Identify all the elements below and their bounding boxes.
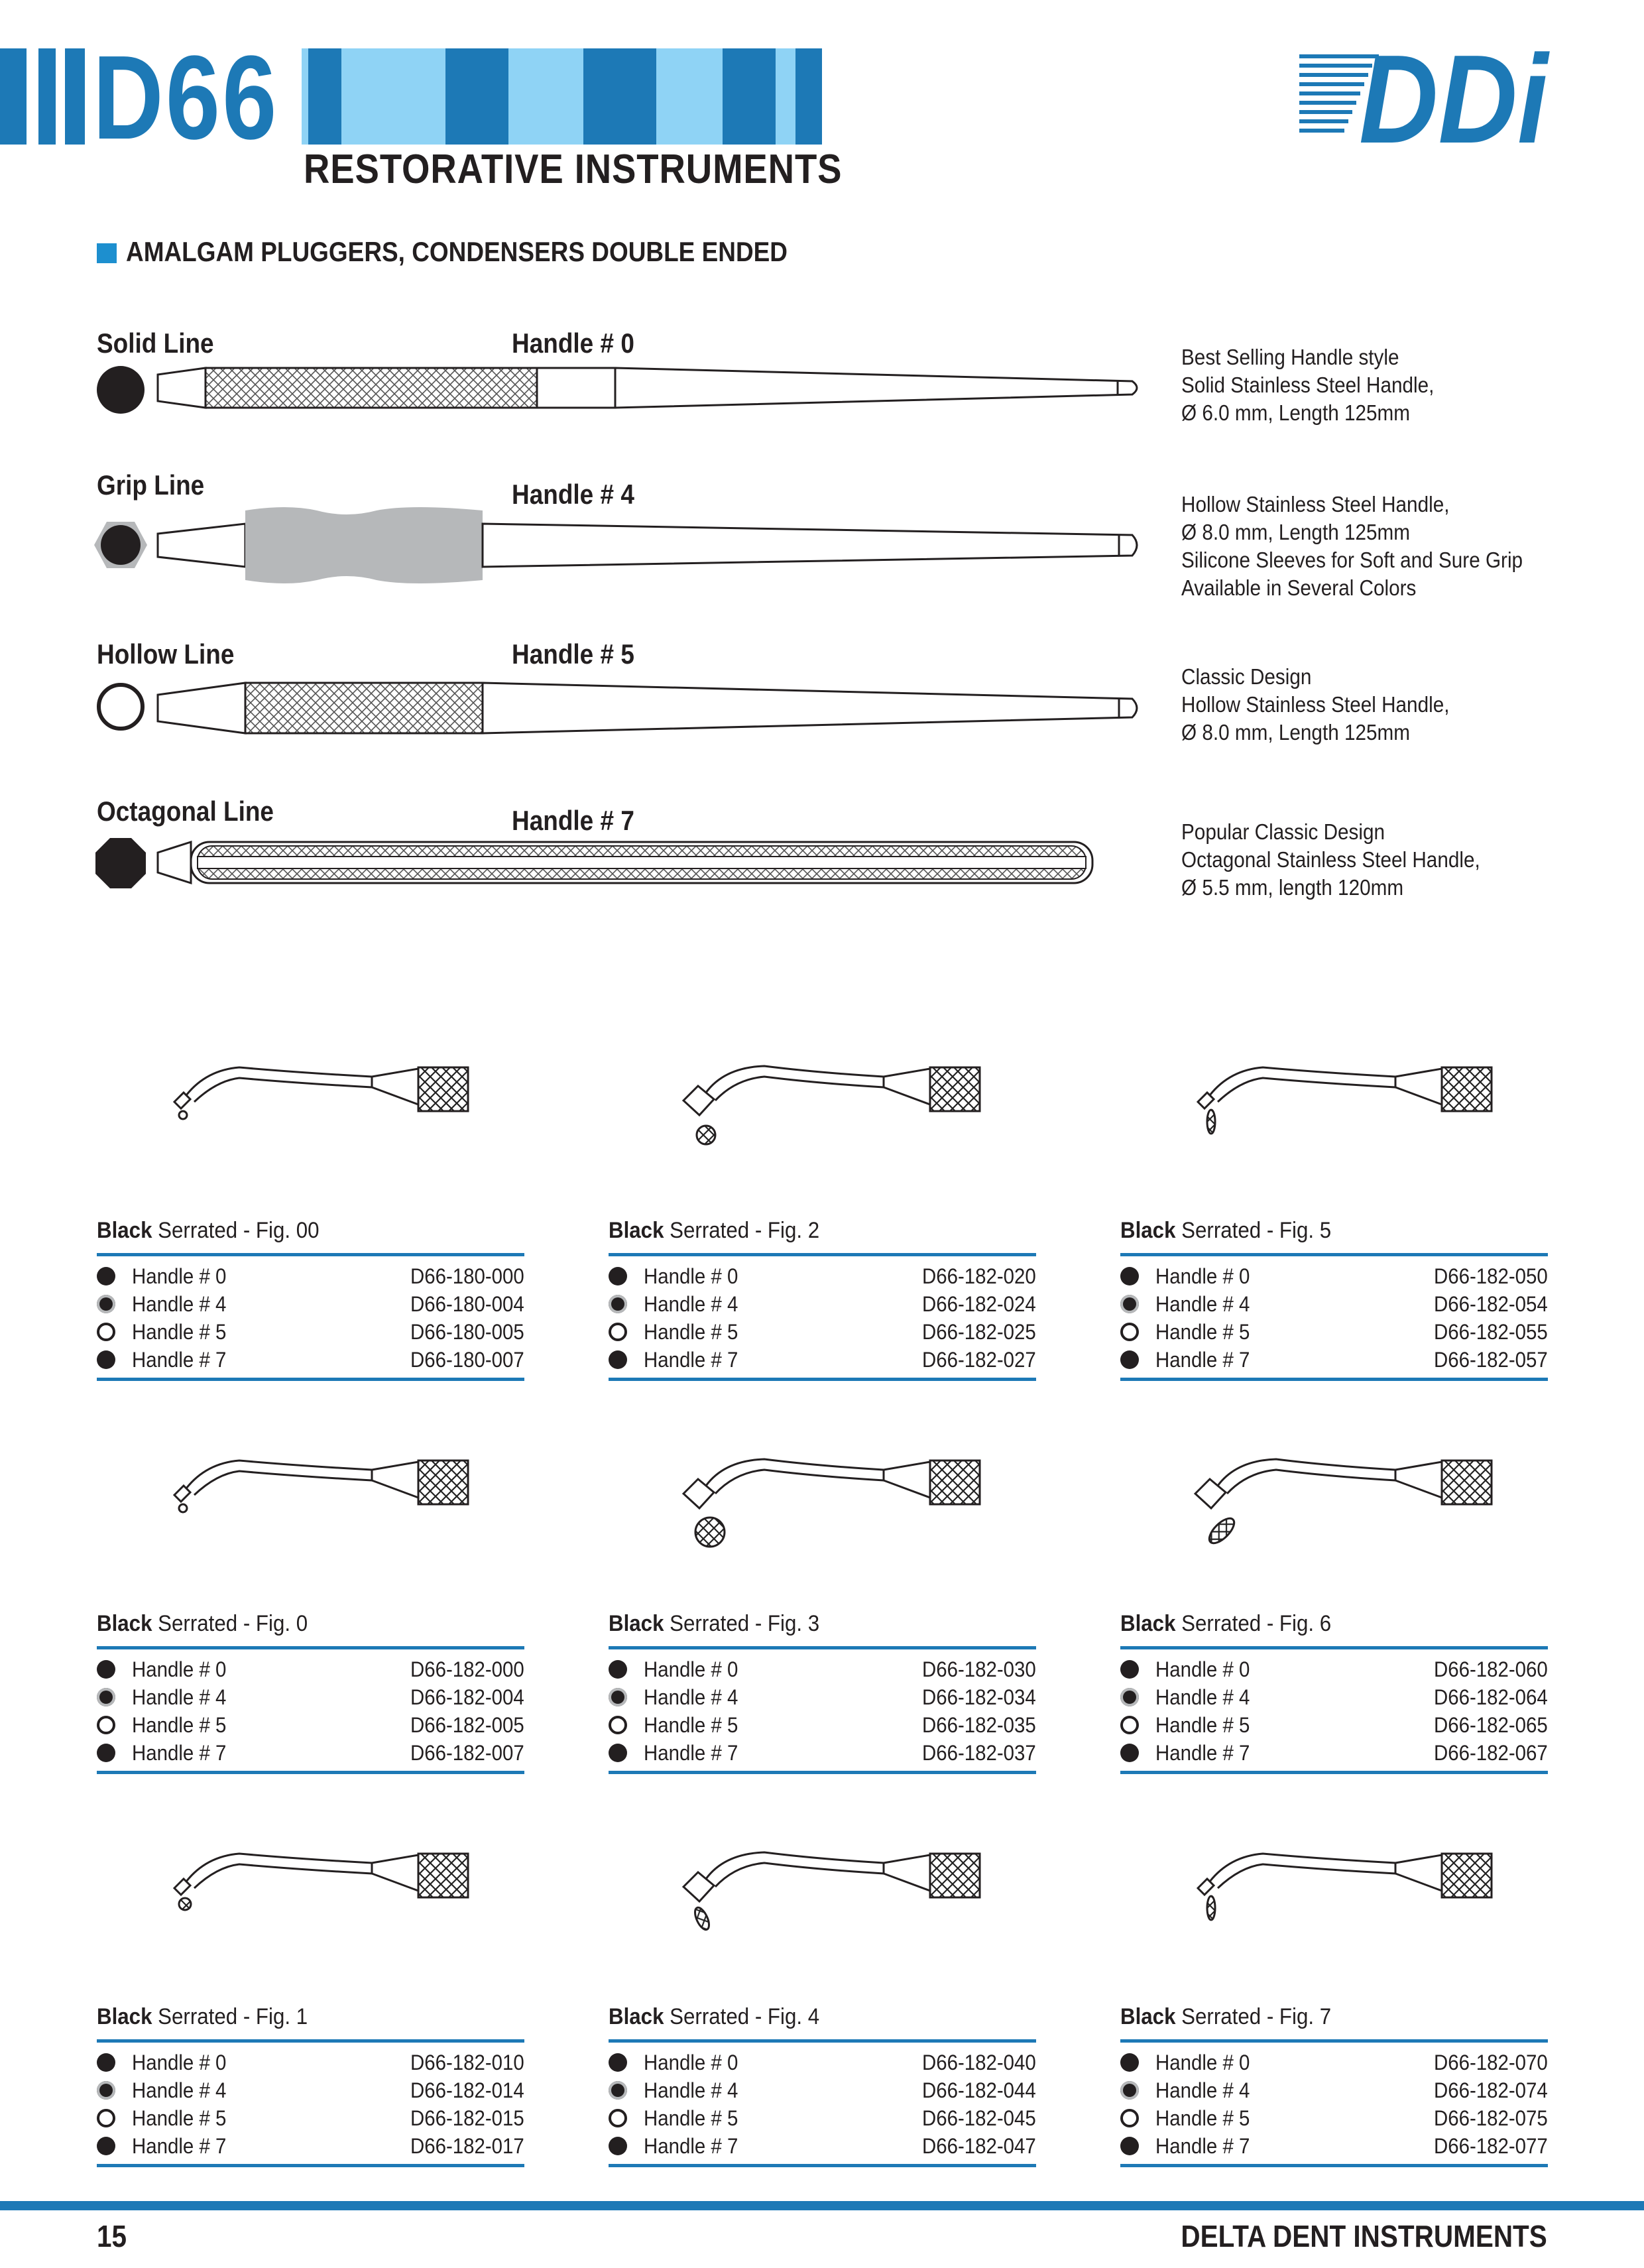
- fig-title-bold: Black: [97, 1218, 152, 1243]
- fig-title-bold: Black: [609, 2004, 664, 2029]
- solid-dot-icon: [609, 1267, 627, 1285]
- variant-code: D66-182-074: [1434, 2078, 1548, 2102]
- handle-7-drawing: [158, 837, 1106, 888]
- list-item: [97, 2049, 524, 2076]
- solid-dot-icon: [97, 2137, 115, 2155]
- instrument-drawing: [160, 1061, 531, 1164]
- header-band-dark-1: [0, 48, 27, 145]
- list-item: [1120, 1290, 1548, 1318]
- variant-handle: Handle # 5: [644, 1320, 738, 1344]
- list-item: [97, 1655, 524, 1683]
- hollow-dot-icon: [1120, 1323, 1139, 1341]
- variant-handle: Handle # 4: [644, 2078, 738, 2102]
- list-item: [609, 2132, 1036, 2160]
- list-item: [97, 2076, 524, 2104]
- list-item: [97, 1290, 524, 1318]
- rule-top: [1120, 1253, 1548, 1256]
- variant-code: D66-182-065: [1434, 1713, 1548, 1737]
- solid-dot-icon: [1120, 1660, 1139, 1679]
- variant-code: D66-182-064: [1434, 1685, 1548, 1709]
- hollow-dot-icon: [609, 2109, 627, 2127]
- variant-handle: Handle # 4: [644, 1685, 738, 1709]
- rule-top: [97, 1646, 524, 1649]
- header-band-dark-2: [38, 48, 56, 145]
- desc-line: Solid Stainless Steel Handle,: [1181, 373, 1435, 397]
- hollow-dot-icon: [609, 1323, 627, 1341]
- line-name-hollow: Hollow Line: [97, 638, 235, 670]
- grip-dot-icon: [97, 1295, 115, 1313]
- fig-title: [97, 2004, 308, 2030]
- header-band-dark-4: [308, 48, 341, 145]
- product-variant-list: [97, 1655, 524, 1767]
- grip-dot-icon: [1120, 1295, 1139, 1313]
- grip-dot-icon: [1120, 2081, 1139, 2100]
- variant-code: D66-182-040: [922, 2051, 1036, 2074]
- variant-handle: Handle # 4: [132, 1292, 227, 1316]
- instrument-drawing: [160, 1454, 531, 1557]
- variant-code: D66-180-000: [410, 1264, 524, 1288]
- desc-line: Silicone Sleeves for Soft and Sure Grip: [1181, 548, 1523, 572]
- variant-code: D66-182-015: [410, 2106, 524, 2130]
- variant-handle: Handle # 0: [132, 2051, 227, 2074]
- product-variant-list: [609, 1262, 1036, 1374]
- handle-label-5: Handle # 5: [512, 638, 634, 670]
- list-item: [1120, 1655, 1548, 1683]
- hollow-dot-icon: [97, 2109, 115, 2127]
- variant-handle: Handle # 0: [132, 1657, 227, 1681]
- desc-line: Ø 6.0 mm, Length 125mm: [1181, 400, 1411, 425]
- fig-title-rest: Serrated - Fig. 2: [664, 1218, 820, 1243]
- handle-0-drawing: [158, 361, 1145, 414]
- hollow-dot-icon: [609, 1716, 627, 1734]
- variant-code: D66-182-035: [922, 1713, 1036, 1737]
- variant-handle: Handle # 4: [1155, 1685, 1250, 1709]
- solid-dot-icon: [609, 2053, 627, 2072]
- variant-code: D66-180-007: [410, 1348, 524, 1372]
- hollow-dot-icon: [97, 1716, 115, 1734]
- desc-line: Octagonal Stainless Steel Handle,: [1181, 847, 1480, 872]
- grip-dot-icon: [1120, 1688, 1139, 1706]
- variant-handle: Handle # 5: [1155, 1320, 1250, 1344]
- solid-dot-icon: [1120, 1744, 1139, 1762]
- instrument-drawing: [672, 1847, 1043, 1950]
- variant-code: D66-182-004: [410, 1685, 524, 1709]
- list-item: [97, 2104, 524, 2132]
- variant-handle: Handle # 7: [644, 1348, 738, 1372]
- list-item: [1120, 1739, 1548, 1767]
- grip-dot-icon: [609, 2081, 627, 2100]
- variant-code: D66-182-057: [1434, 1348, 1548, 1372]
- grip-dot-icon: [609, 1688, 627, 1706]
- rule-bottom: [97, 1378, 524, 1381]
- logo-text: DDi: [1359, 29, 1551, 170]
- header-band-dark-8: [795, 48, 822, 145]
- variant-handle: Handle # 7: [644, 2134, 738, 2158]
- grip-dot-icon: [97, 2081, 115, 2100]
- list-item: [609, 2076, 1036, 2104]
- variant-code: D66-182-020: [922, 1264, 1036, 1288]
- handle-4-drawing: [158, 504, 1145, 587]
- product-variant-list: [609, 1655, 1036, 1767]
- variant-code: D66-182-050: [1434, 1264, 1548, 1288]
- variant-code: D66-182-025: [922, 1320, 1036, 1344]
- hollow-dot-icon: [1120, 1716, 1139, 1734]
- fig-title: [609, 2004, 819, 2030]
- variant-code: D66-182-017: [410, 2134, 524, 2158]
- desc-line: Popular Classic Design: [1181, 819, 1385, 844]
- variant-handle: Handle # 0: [132, 1264, 227, 1288]
- fig-title: [1120, 2004, 1331, 2030]
- list-item: [1120, 1683, 1548, 1711]
- desc-line: Available in Several Colors: [1181, 575, 1417, 600]
- line-desc-solid: [1181, 343, 1434, 427]
- rule-bottom: [609, 2164, 1036, 2167]
- desc-line: Hollow Stainless Steel Handle,: [1181, 492, 1450, 516]
- rule-bottom: [1120, 1378, 1548, 1381]
- solid-dot-icon: [1120, 2053, 1139, 2072]
- instrument-drawing: [160, 1847, 531, 1950]
- variant-handle: Handle # 7: [132, 1741, 227, 1765]
- rule-top: [97, 2039, 524, 2043]
- fig-title-rest: Serrated - Fig. 00: [152, 1218, 320, 1243]
- variant-handle: Handle # 7: [1155, 1348, 1250, 1372]
- page-subtitle: RESTORATIVE INSTRUMENTS: [304, 147, 843, 192]
- page-number: 15: [97, 2219, 127, 2253]
- instrument-drawing: [1183, 1454, 1555, 1557]
- list-item: [97, 1683, 524, 1711]
- list-item: [609, 1346, 1036, 1374]
- solid-dot-icon: [609, 1744, 627, 1762]
- rule-top: [97, 1253, 524, 1256]
- handle-label-7: Handle # 7: [512, 805, 634, 836]
- list-item: [609, 1318, 1036, 1346]
- list-item: [1120, 1711, 1548, 1739]
- variant-handle: Handle # 4: [644, 1292, 738, 1316]
- variant-code: D66-182-060: [1434, 1657, 1548, 1681]
- grip-dot-icon: [97, 1688, 115, 1706]
- fig-title: [609, 1218, 819, 1244]
- fig-title: [97, 1611, 308, 1637]
- list-item: [609, 1290, 1036, 1318]
- line-name-grip: Grip Line: [97, 469, 205, 501]
- product-variant-list: [1120, 2049, 1548, 2160]
- variant-handle: Handle # 0: [644, 2051, 738, 2074]
- list-item: [609, 1711, 1036, 1739]
- grip-dot-icon: [609, 1295, 627, 1313]
- product-variant-list: [1120, 1262, 1548, 1374]
- rule-top: [609, 1253, 1036, 1256]
- fig-title-bold: Black: [1120, 1218, 1176, 1243]
- solid-dot-icon: [1120, 1350, 1139, 1369]
- variant-code: D66-182-010: [410, 2051, 524, 2074]
- fig-title-rest: Serrated - Fig. 4: [664, 2004, 820, 2029]
- variant-code: D66-182-034: [922, 1685, 1036, 1709]
- variant-handle: Handle # 4: [1155, 1292, 1250, 1316]
- product-variant-list: [97, 1262, 524, 1374]
- variant-handle: Handle # 7: [132, 2134, 227, 2158]
- product-variant-list: [1120, 1655, 1548, 1767]
- solid-dot-icon: [97, 1660, 115, 1679]
- variant-handle: Handle # 5: [132, 1713, 227, 1737]
- fig-title-bold: Black: [97, 2004, 152, 2029]
- fig-title-rest: Serrated - Fig. 1: [152, 2004, 308, 2029]
- variant-code: D66-182-014: [410, 2078, 524, 2102]
- variant-handle: Handle # 5: [1155, 2106, 1250, 2130]
- fig-title-bold: Black: [609, 1218, 664, 1243]
- line-desc-grip: [1181, 491, 1523, 602]
- fig-title: [1120, 1218, 1331, 1244]
- variant-code: D66-182-027: [922, 1348, 1036, 1372]
- variant-handle: Handle # 7: [132, 1348, 227, 1372]
- variant-code: D66-182-044: [922, 2078, 1036, 2102]
- fig-title-bold: Black: [609, 1611, 664, 1636]
- handle-label-0: Handle # 0: [512, 328, 634, 359]
- solid-dot-icon: [1120, 1267, 1139, 1285]
- list-item: [97, 2132, 524, 2160]
- variant-code: D66-182-075: [1434, 2106, 1548, 2130]
- variant-handle: Handle # 5: [1155, 1713, 1250, 1737]
- variant-handle: Handle # 4: [132, 2078, 227, 2102]
- hollow-dot-icon: [1120, 2109, 1139, 2127]
- section-bullet: [97, 243, 117, 263]
- list-item: [97, 1346, 524, 1374]
- handle-label-4: Handle # 4: [512, 479, 634, 510]
- octagon-icon: [94, 837, 147, 890]
- list-item: [609, 1262, 1036, 1290]
- rule-top: [609, 1646, 1036, 1649]
- header-band-dark-5: [445, 48, 508, 145]
- fig-title-bold: Black: [97, 1611, 152, 1636]
- variant-handle: Handle # 0: [1155, 2051, 1250, 2074]
- solid-dot-icon: [97, 2053, 115, 2072]
- variant-handle: Handle # 0: [644, 1264, 738, 1288]
- product-code: D66: [93, 31, 279, 164]
- solid-dot-icon: [1120, 2137, 1139, 2155]
- fig-title-rest: Serrated - Fig. 3: [664, 1611, 820, 1636]
- hexagon-icon: [93, 518, 148, 571]
- rule-bottom: [97, 2164, 524, 2167]
- variant-handle: Handle # 7: [1155, 2134, 1250, 2158]
- fig-title-rest: Serrated - Fig. 6: [1175, 1611, 1332, 1636]
- variant-handle: Handle # 5: [644, 2106, 738, 2130]
- variant-code: D66-182-045: [922, 2106, 1036, 2130]
- footer-bar: [0, 2201, 1644, 2210]
- rule-top: [1120, 1646, 1548, 1649]
- solid-dot-icon: [609, 1660, 627, 1679]
- rule-top: [1120, 2039, 1548, 2043]
- solid-dot-icon: [609, 1350, 627, 1369]
- rule-top: [609, 2039, 1036, 2043]
- line-name-solid: Solid Line: [97, 328, 214, 359]
- ddi-logo: [1299, 29, 1551, 170]
- rule-bottom: [609, 1771, 1036, 1774]
- line-name-octagonal: Octagonal Line: [97, 796, 274, 827]
- list-item: [609, 1739, 1036, 1767]
- list-item: [609, 1655, 1036, 1683]
- instrument-drawing: [672, 1061, 1043, 1164]
- header-band-dark-6: [583, 48, 656, 145]
- variant-handle: Handle # 4: [132, 1685, 227, 1709]
- list-item: [1120, 2132, 1548, 2160]
- fig-title: [97, 1218, 320, 1244]
- variant-code: D66-182-005: [410, 1713, 524, 1737]
- solid-dot-icon: [97, 1267, 115, 1285]
- list-item: [609, 2104, 1036, 2132]
- fig-title-rest: Serrated - Fig. 0: [152, 1611, 308, 1636]
- list-item: [1120, 1262, 1548, 1290]
- variant-code: D66-182-054: [1434, 1292, 1548, 1316]
- variant-handle: Handle # 5: [644, 1713, 738, 1737]
- variant-code: D66-182-030: [922, 1657, 1036, 1681]
- variant-code: D66-182-037: [922, 1741, 1036, 1765]
- fig-title-bold: Black: [1120, 1611, 1176, 1636]
- variant-code: D66-182-007: [410, 1741, 524, 1765]
- fig-title: [609, 1611, 819, 1637]
- product-variant-list: [609, 2049, 1036, 2160]
- desc-line: Classic Design: [1181, 664, 1312, 689]
- list-item: [97, 1262, 524, 1290]
- section-title: AMALGAM PLUGGERS, CONDENSERS DOUBLE ENDED: [126, 236, 788, 267]
- instrument-drawing: [672, 1454, 1043, 1557]
- instrument-drawing: [1183, 1061, 1555, 1164]
- list-item: [97, 1739, 524, 1767]
- fig-title-rest: Serrated - Fig. 7: [1175, 2004, 1332, 2029]
- fig-title-rest: Serrated - Fig. 5: [1175, 1218, 1332, 1243]
- solid-dot-icon: [97, 1350, 115, 1369]
- hollow-dot-icon: [97, 1323, 115, 1341]
- variant-handle: Handle # 7: [1155, 1741, 1250, 1765]
- variant-handle: Handle # 0: [1155, 1264, 1250, 1288]
- desc-line: Ø 8.0 mm, Length 125mm: [1181, 720, 1411, 745]
- variant-code: D66-182-067: [1434, 1741, 1548, 1765]
- variant-handle: Handle # 5: [132, 1320, 227, 1344]
- hollow-circle-icon: [94, 680, 147, 733]
- desc-line: Ø 5.5 mm, length 120mm: [1181, 875, 1404, 900]
- rule-bottom: [97, 1771, 524, 1774]
- variant-code: D66-182-024: [922, 1292, 1036, 1316]
- list-item: [1120, 1346, 1548, 1374]
- fig-title: [1120, 1611, 1331, 1637]
- list-item: [97, 1318, 524, 1346]
- variant-handle: Handle # 7: [644, 1741, 738, 1765]
- variant-code: D66-182-000: [410, 1657, 524, 1681]
- list-item: [1120, 1318, 1548, 1346]
- header-band-dark-3: [65, 48, 85, 145]
- footer-brand: DELTA DENT INSTRUMENTS: [1181, 2219, 1547, 2253]
- list-item: [609, 2049, 1036, 2076]
- variant-code: D66-182-047: [922, 2134, 1036, 2158]
- desc-line: Hollow Stainless Steel Handle,: [1181, 692, 1450, 717]
- list-item: [97, 1711, 524, 1739]
- variant-code: D66-182-070: [1434, 2051, 1548, 2074]
- header-band-dark-7: [723, 48, 776, 145]
- fig-title-bold: Black: [1120, 2004, 1176, 2029]
- list-item: [1120, 2049, 1548, 2076]
- variant-code: D66-180-004: [410, 1292, 524, 1316]
- rule-bottom: [1120, 2164, 1548, 2167]
- instrument-drawing: [1183, 1847, 1555, 1950]
- list-item: [1120, 2076, 1548, 2104]
- variant-handle: Handle # 0: [644, 1657, 738, 1681]
- line-desc-octagonal: [1181, 818, 1480, 902]
- variant-handle: Handle # 0: [1155, 1657, 1250, 1681]
- product-variant-list: [97, 2049, 524, 2160]
- solid-dot-icon: [97, 1744, 115, 1762]
- line-desc-hollow: [1181, 663, 1449, 746]
- solid-circle-icon: [94, 363, 147, 416]
- variant-handle: Handle # 5: [132, 2106, 227, 2130]
- desc-line: Ø 8.0 mm, Length 125mm: [1181, 520, 1411, 544]
- desc-line: Best Selling Handle style: [1181, 345, 1399, 369]
- variant-code: D66-182-077: [1434, 2134, 1548, 2158]
- handle-5-drawing: [158, 675, 1145, 741]
- rule-bottom: [609, 1378, 1036, 1381]
- list-item: [609, 1683, 1036, 1711]
- solid-dot-icon: [609, 2137, 627, 2155]
- list-item: [1120, 2104, 1548, 2132]
- variant-handle: Handle # 4: [1155, 2078, 1250, 2102]
- variant-code: D66-182-055: [1434, 1320, 1548, 1344]
- variant-code: D66-180-005: [410, 1320, 524, 1344]
- rule-bottom: [1120, 1771, 1548, 1774]
